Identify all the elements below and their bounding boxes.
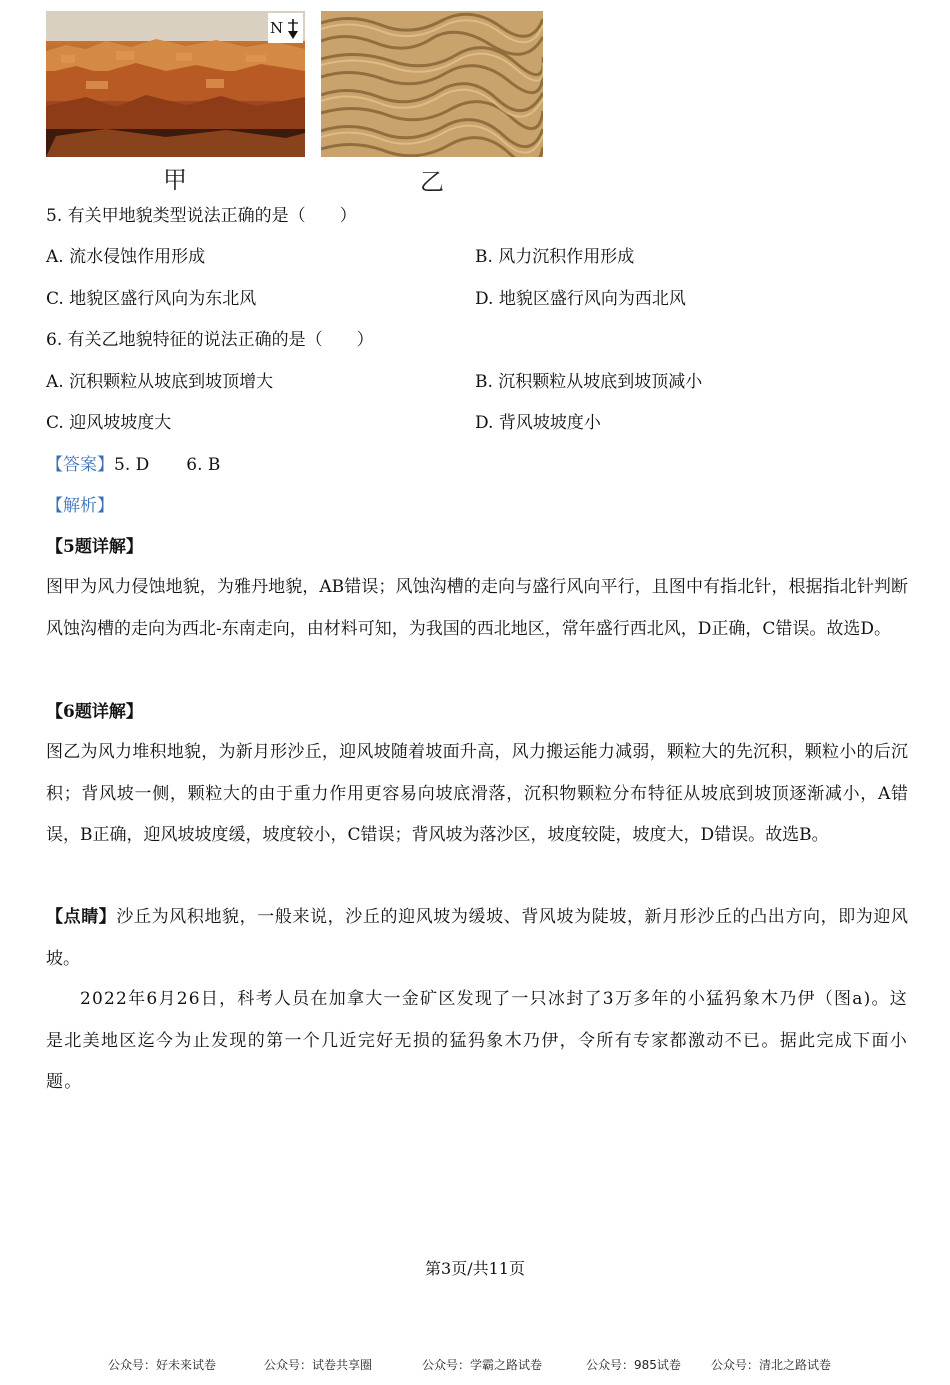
detail5-heading: 【5题详解】 [46, 537, 143, 557]
answer-6: 6. B [186, 455, 221, 475]
dunes-photo [321, 11, 543, 157]
q6-option-a: A. 沉积颗粒从坡底到坡顶增大 [46, 372, 274, 392]
q6-stem: 6. 有关乙地貌特征的说法正确的是（ ） [46, 330, 374, 350]
q5-option-c: C. 地貌区盛行风向为东北风 [46, 289, 257, 309]
q6-option-c: C. 迎风坡坡度大 [46, 413, 172, 433]
analysis-tag: 【解析】 [46, 496, 114, 516]
q5-stem: 5. 有关甲地貌类型说法正确的是（ ） [46, 206, 357, 226]
footer-item-5: 公众号：清北之路试卷 [711, 1358, 832, 1372]
material-text: 2022年6月26日，科考人员在加拿大一金矿区发现了一只冰封了3万多年的小猛犸象木乃伊（图a)。这是北美地区迄今为止发现的第一个几近完好无损的猛犸象木乃伊，令所有专家都激动不已。据此完成下面小题。 [46, 989, 908, 1092]
q6-option-b: B. 沉积颗粒从坡底到坡顶减小 [475, 372, 703, 392]
detail6-text: 图乙为风力堆积地貌，为新月形沙丘，迎风坡随着坡面升高，风力搬运能力减弱，颗粒大的先沉积，颗粒小的后沉积；背风坡一侧，颗粒大的由于重力作用更容易向坡底滑落，沉积物颗粒分布特征从坡底到坡顶逐渐减小，A错误，B正确，迎风坡坡度缓，坡度较小，C错误；背风坡为落沙区，坡度较陡，坡度大，D错误。故选B。 [46, 742, 908, 845]
answer-5: 5. D [114, 455, 150, 475]
dianjing-tag: 【点睛】 [46, 907, 117, 927]
figure-yi-label: 乙 [420, 168, 444, 196]
detail5-text: 图甲为风力侵蚀地貌，为雅丹地貌，AB错误；风蚀沟槽的走向与盛行风向平行，且图中有指北针，根据指北针判断风蚀沟槽的走向为西北-东南走向，由材料可知，为我国的西北地区，常年盛行西北风，D正确，C错误。故选D。 [46, 577, 908, 639]
dunes-image [321, 11, 543, 157]
page-number: 第3页/共11页 [425, 1259, 525, 1278]
q5-option-b: B. 风力沉积作用形成 [475, 247, 635, 267]
dianjing-text: 沙丘为风积地貌，一般来说，沙丘的迎风坡为缓坡、背风坡为陡坡，新月形沙丘的凸出方向，即为迎风坡。 [46, 907, 909, 969]
figure-jia-label: 甲 [163, 166, 187, 194]
detail6-heading: 【6题详解】 [46, 702, 143, 722]
footer-item-4: 公众号：985试卷 [586, 1358, 681, 1372]
footer-item-1: 公众号：好未来试卷 [108, 1358, 217, 1372]
q5-option-a: A. 流水侵蚀作用形成 [46, 247, 206, 267]
north-arrow-icon [286, 17, 300, 41]
yardang-image [46, 11, 305, 157]
q6-option-d: D. 背风坡坡度小 [475, 413, 601, 433]
answer-tag: 【答案】 [46, 455, 114, 475]
footer-item-3: 公众号：学霸之路试卷 [422, 1358, 543, 1372]
yardang-photo [46, 11, 305, 157]
dianjing-block [46, 897, 908, 980]
answer-line [46, 455, 220, 475]
q5-option-d: D. 地貌区盛行风向为西北风 [475, 289, 686, 309]
north-label: N [270, 19, 284, 37]
footer-item-2: 公众号：试卷共享圈 [264, 1358, 373, 1372]
